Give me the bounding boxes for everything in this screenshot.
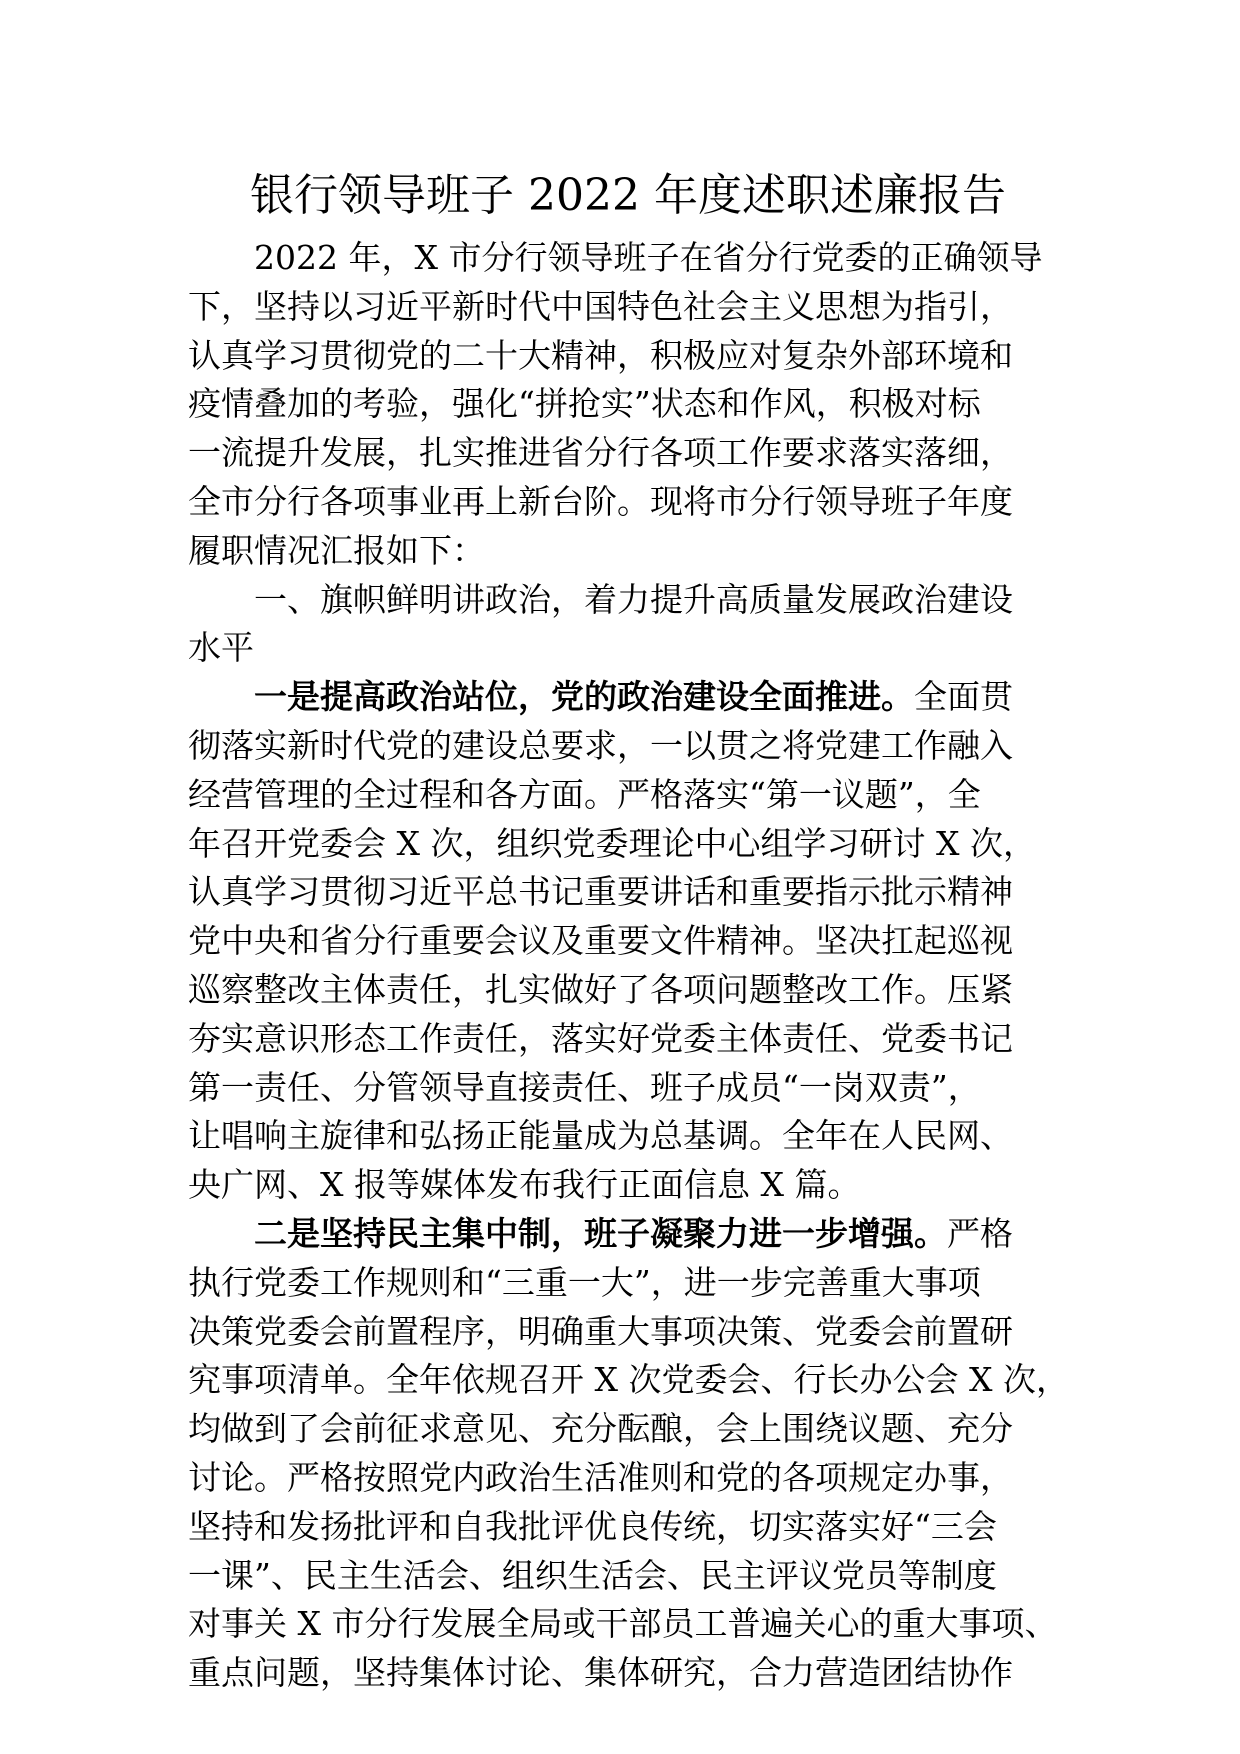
text-line: 一流提升发展，扎实推进省分行各项工作要求落实落细，	[188, 433, 1013, 473]
point-2-first-line-rest: 严格	[947, 1213, 1013, 1253]
text-line: 决策党委会前置程序，明确重大事项决策、党委会前置研	[188, 1311, 1013, 1351]
text-line: 重点问题，坚持集体讨论、集体研究，合力营造团结协作	[188, 1653, 1013, 1693]
text-line: 执行党委工作规则和“三重一大”，进一步完善重大事项	[188, 1262, 981, 1302]
text-line: 央广网、X 报等媒体发布我行正面信息 X 篇。	[188, 1165, 861, 1205]
text-line: 让唱响主旋律和弘扬正能量成为总基调。全年在人民网、	[188, 1116, 1013, 1156]
text-line: 全市分行各项事业再上新台阶。现将市分行领导班子年度	[188, 481, 1013, 521]
text-line: 巡察整改主体责任，扎实做好了各项问题整改工作。压紧	[188, 969, 1013, 1009]
text-line: 夯实意识形态工作责任，落实好党委主体责任、党委书记	[188, 1018, 1013, 1058]
text-line: 一课”、民主生活会、组织生活会、民主评议党员等制度	[188, 1555, 997, 1595]
text-line: 第一责任、分管领导直接责任、班子成员“一岗双责”，	[188, 1067, 981, 1107]
text-line: 认真学习贯彻习近平总书记重要讲话和重要指示批示精神	[188, 872, 1013, 912]
text-line: 年召开党委会 X 次，组织党委理论中心组学习研讨 X 次，	[188, 823, 1036, 863]
section-heading-1	[188, 576, 1068, 674]
text-line: 疫情叠加的考验，强化“拼抢实”状态和作风，积极对标	[188, 384, 981, 424]
text-line: 下，坚持以习近平新时代中国特色社会主义思想为指引，	[188, 286, 1013, 326]
text-line: 一、旗帜鲜明讲政治，着力提升高质量发展政治建设	[254, 579, 1013, 619]
point-1-paragraph	[188, 673, 1068, 1210]
intro-paragraph	[188, 234, 1068, 576]
text-line: 2022 年，X 市分行领导班子在省分行党委的正确领导	[254, 238, 1043, 277]
point-1-first-line-rest: 全面贯	[914, 677, 1013, 717]
text-line: 坚持和发扬批评和自我批评优良传统，切实落实好“三会	[188, 1506, 997, 1546]
text-line: 均做到了会前征求意见、充分酝酿，会上围绕议题、充分	[188, 1409, 1013, 1449]
text-line	[188, 1210, 1068, 1259]
point-2-paragraph	[188, 1210, 1068, 1698]
text-line: 经营管理的全过程和各方面。严格落实“第一议题”，全	[188, 774, 981, 814]
text-line: 认真学习贯彻党的二十大精神，积极应对复杂外部环境和	[188, 335, 1013, 375]
text-line: 对事关 X 市分行发展全局或干部员工普遍关心的重大事项、	[188, 1604, 1058, 1644]
text-line: 党中央和省分行重要会议及重要文件精神。坚决扛起巡视	[188, 921, 1013, 961]
document-title: 银行领导班子 2022 年度述职述廉报告	[250, 170, 1006, 221]
point-2-lead: 二是坚持民主集中制，班子凝聚力进一步增强。	[254, 1213, 947, 1253]
document-page	[188, 168, 1068, 1698]
text-line: 彻落实新时代党的建设总要求，一以贯之将党建工作融入	[188, 725, 1013, 765]
text-line: 水平	[188, 628, 254, 668]
text-line: 履职情况汇报如下：	[188, 530, 485, 570]
text-line: 究事项清单。全年依规召开 X 次党委会、行长办公会 X 次，	[188, 1360, 1069, 1400]
text-line: 讨论。严格按照党内政治生活准则和党的各项规定办事，	[188, 1457, 1013, 1497]
text-line	[188, 673, 1068, 722]
point-1-lead: 一是提高政治站位，党的政治建设全面推进。	[254, 677, 914, 717]
